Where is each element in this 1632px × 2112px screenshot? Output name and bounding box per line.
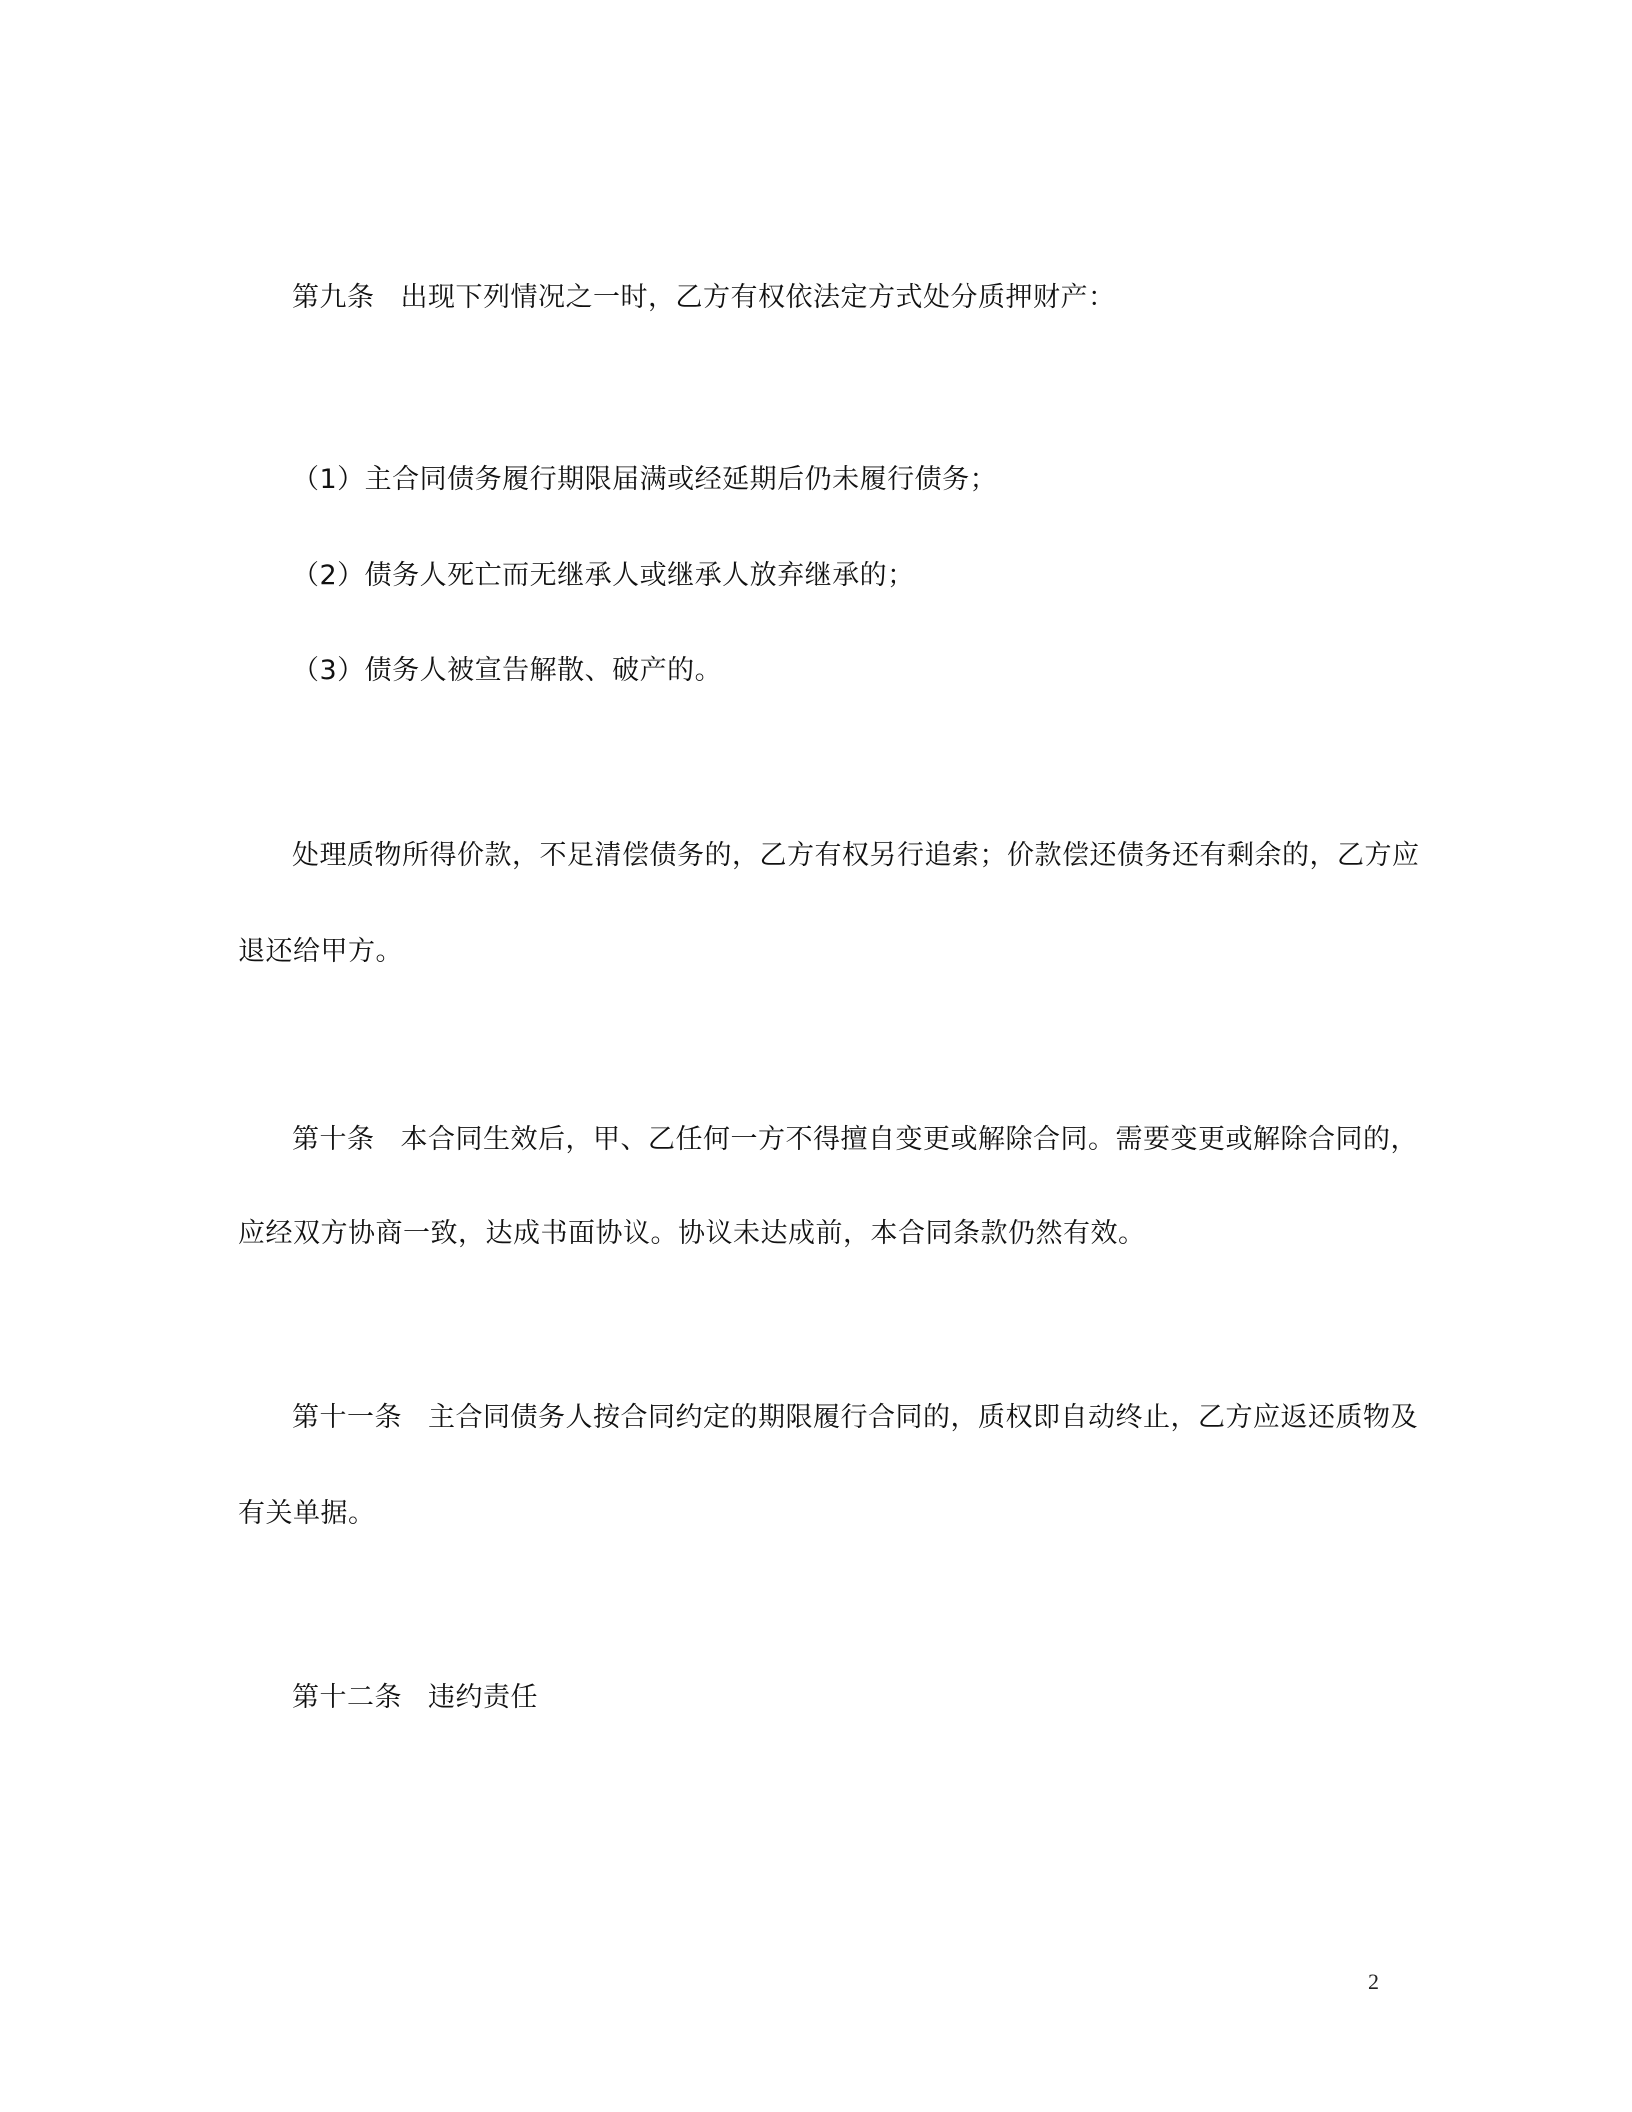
article-9-line xyxy=(292,280,1116,316)
article-9-heading: 第九条 xyxy=(292,282,375,313)
article-12-text: 违约责任 xyxy=(428,1682,538,1713)
article-9-item-1: （1）主合同债务履行期限届满或经延期后仍未履行债务； xyxy=(292,464,998,495)
article-9-paragraph-line-2: 退还给甲方。 xyxy=(238,936,403,967)
article-9-item-2: （2）债务人死亡而无继承人或继承人放弃继承的； xyxy=(292,560,915,591)
article-10-line-2: 应经双方协商一致，达成书面协议。协议未达成前，本合同条款仍然有效。 xyxy=(238,1218,1146,1249)
article-10-text: 本合同生效后，甲、乙任何一方不得擅自变更或解除合同。需要变更或解除合同的， xyxy=(400,1124,1418,1155)
article-10-line-1 xyxy=(292,1122,1418,1158)
article-11-text: 主合同债务人按合同约定的期限履行合同的，质权即自动终止，乙方应返还质物及 xyxy=(428,1402,1418,1433)
article-9-text: 出现下列情况之一时，乙方有权依法定方式处分质押财产： xyxy=(400,282,1116,313)
article-10-heading: 第十条 xyxy=(292,1124,375,1155)
article-9-item-3: （3）债务人被宣告解散、破产的。 xyxy=(292,655,723,686)
article-12-heading: 第十二条 xyxy=(292,1682,402,1713)
article-11-line-1 xyxy=(292,1400,1418,1436)
article-11-heading: 第十一条 xyxy=(292,1402,402,1433)
article-12-line xyxy=(292,1680,538,1716)
article-9-paragraph-line-1: 处理质物所得价款，不足清偿债务的，乙方有权另行追索；价款偿还债务还有剩余的，乙方应 xyxy=(292,840,1420,871)
article-11-line-2: 有关单据。 xyxy=(238,1498,376,1529)
page-number: 2 xyxy=(1368,1969,1379,1994)
